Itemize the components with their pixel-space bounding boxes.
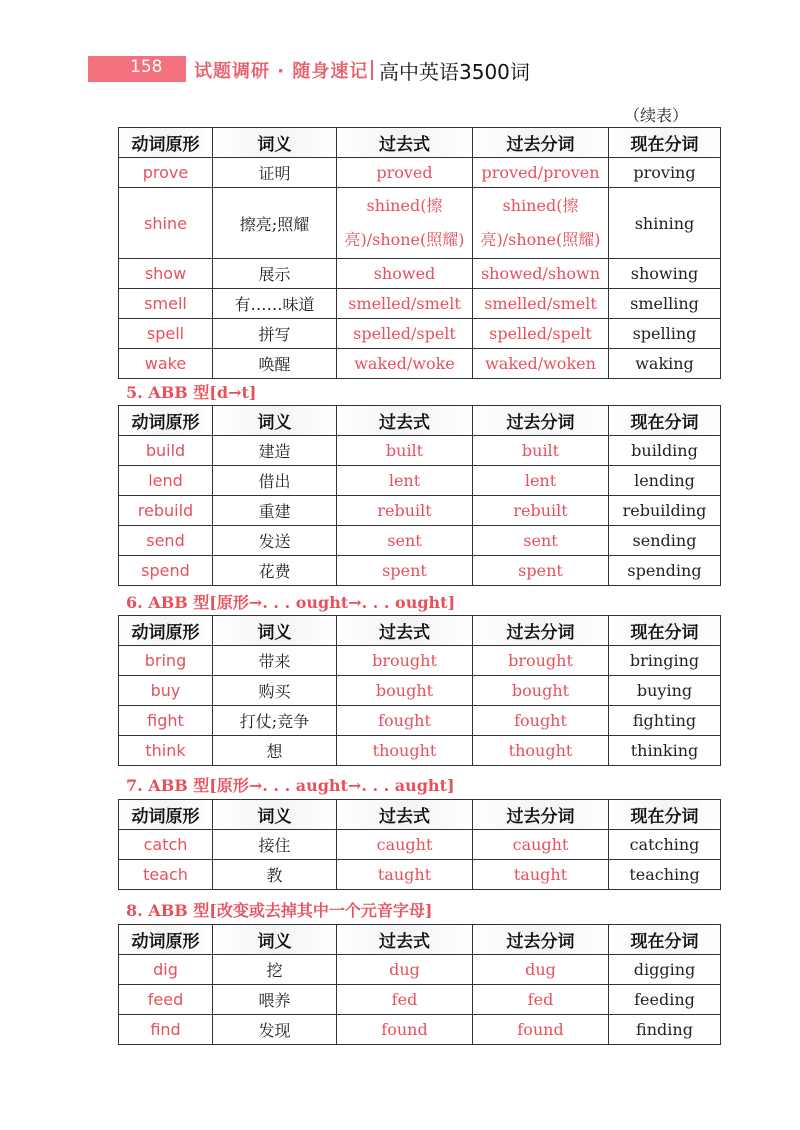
section-title: 8. ABB 型[改变或去掉其中一个元音字母] [126,901,433,920]
past-participle: proved/proven [473,158,609,188]
table-row [119,526,721,556]
meaning: 教 [213,860,337,890]
book-title: 高中英语3500词 [379,60,530,84]
column-header: 过去分词 [473,128,609,158]
table-row [119,496,721,526]
past-participle: thought [473,736,609,766]
past-tense: spelled/spelt [337,319,473,349]
present-participle: shining [609,188,721,259]
past-participle: shined(擦亮)/shone(照耀) [473,188,609,259]
section-title: 7. ABB 型[原形→. . . aught→. . . aught] [126,776,455,795]
present-participle: proving [609,158,721,188]
base-form: buy [119,676,213,706]
verb-table-ought [118,615,721,766]
table-row [119,706,721,736]
column-header: 词义 [213,925,337,955]
column-header: 词义 [213,616,337,646]
present-participle: digging [609,955,721,985]
column-header: 词义 [213,128,337,158]
past-participle: rebuilt [473,496,609,526]
column-header: 动词原形 [119,128,213,158]
verb-table-d-to-t [118,405,721,586]
base-form: send [119,526,213,556]
base-form: build [119,436,213,466]
meaning: 花费 [213,556,337,586]
table-header-row [119,406,721,436]
section-title: 5. ABB 型[d→t] [126,383,257,402]
past-tense: smelled/smelt [337,289,473,319]
page-number: 158 [130,57,163,77]
base-form: teach [119,860,213,890]
header-divider [371,60,373,80]
series-title: 试题调研 · 随身速记 [194,61,369,82]
meaning: 发送 [213,526,337,556]
past-tense: showed [337,259,473,289]
table-row [119,436,721,466]
meaning: 有……味道 [213,289,337,319]
present-participle: finding [609,1015,721,1045]
past-tense: brought [337,646,473,676]
table-row [119,830,721,860]
table-row [119,860,721,890]
present-participle: waking [609,349,721,379]
column-header: 动词原形 [119,406,213,436]
meaning: 带来 [213,646,337,676]
base-form: think [119,736,213,766]
base-form: smell [119,289,213,319]
past-participle: sent [473,526,609,556]
past-participle: smelled/smelt [473,289,609,319]
base-form: prove [119,158,213,188]
column-header: 过去分词 [473,616,609,646]
base-form: dig [119,955,213,985]
column-header: 动词原形 [119,800,213,830]
base-form: spend [119,556,213,586]
present-participle: fighting [609,706,721,736]
column-header: 现在分词 [609,406,721,436]
meaning: 擦亮;照耀 [213,188,337,259]
present-participle: showing [609,259,721,289]
column-header: 动词原形 [119,925,213,955]
meaning: 喂养 [213,985,337,1015]
column-header: 词义 [213,406,337,436]
past-participle: caught [473,830,609,860]
past-participle: brought [473,646,609,676]
past-tense: fought [337,706,473,736]
meaning: 展示 [213,259,337,289]
table-row [119,985,721,1015]
meaning: 借出 [213,466,337,496]
base-form: bring [119,646,213,676]
present-participle: spending [609,556,721,586]
present-participle: smelling [609,289,721,319]
base-form: wake [119,349,213,379]
column-header: 现在分词 [609,616,721,646]
past-participle: found [473,1015,609,1045]
table-row [119,1015,721,1045]
past-tense: shined(擦亮)/shone(照耀) [337,188,473,259]
column-header: 现在分词 [609,800,721,830]
past-participle: showed/shown [473,259,609,289]
present-participle: teaching [609,860,721,890]
past-tense: rebuilt [337,496,473,526]
past-participle: built [473,436,609,466]
table-header-row [119,925,721,955]
past-tense: spent [337,556,473,586]
meaning: 建造 [213,436,337,466]
column-header: 现在分词 [609,128,721,158]
meaning: 购买 [213,676,337,706]
table-row [119,466,721,496]
continued-label: （续表） [624,106,689,125]
table-row [119,736,721,766]
table-row [119,349,721,379]
past-participle: fed [473,985,609,1015]
past-participle: fought [473,706,609,736]
meaning: 拼写 [213,319,337,349]
present-participle: spelling [609,319,721,349]
section-title: 6. ABB 型[原形→. . . ought→. . . ought] [126,593,456,612]
meaning: 唤醒 [213,349,337,379]
past-tense: waked/woke [337,349,473,379]
verb-table-continued [118,127,721,379]
present-participle: feeding [609,985,721,1015]
column-header: 过去分词 [473,925,609,955]
past-participle: lent [473,466,609,496]
past-participle: bought [473,676,609,706]
base-form: spell [119,319,213,349]
column-header: 过去式 [337,616,473,646]
past-tense: thought [337,736,473,766]
verb-table-vowel-change [118,924,721,1045]
base-form: find [119,1015,213,1045]
meaning: 接住 [213,830,337,860]
present-participle: sending [609,526,721,556]
table-row [119,259,721,289]
table-row [119,188,721,259]
table-row [119,289,721,319]
verb-table-aught [118,799,721,890]
base-form: lend [119,466,213,496]
present-participle: bringing [609,646,721,676]
present-participle: thinking [609,736,721,766]
base-form: feed [119,985,213,1015]
present-participle: catching [609,830,721,860]
base-form: catch [119,830,213,860]
table-header-row [119,128,721,158]
table-row [119,319,721,349]
base-form: rebuild [119,496,213,526]
past-participle: spent [473,556,609,586]
past-tense: built [337,436,473,466]
meaning: 想 [213,736,337,766]
column-header: 过去式 [337,128,473,158]
meaning: 挖 [213,955,337,985]
table-row [119,955,721,985]
column-header: 过去式 [337,406,473,436]
table-row [119,646,721,676]
meaning: 打仗;竞争 [213,706,337,736]
past-tense: dug [337,955,473,985]
past-participle: spelled/spelt [473,319,609,349]
past-tense: lent [337,466,473,496]
past-participle: waked/woken [473,349,609,379]
table-row [119,676,721,706]
meaning: 证明 [213,158,337,188]
base-form: shine [119,188,213,259]
column-header: 词义 [213,800,337,830]
column-header: 过去式 [337,925,473,955]
present-participle: building [609,436,721,466]
column-header: 动词原形 [119,616,213,646]
past-tense: taught [337,860,473,890]
past-tense: sent [337,526,473,556]
column-header: 现在分词 [609,925,721,955]
present-participle: lending [609,466,721,496]
table-header-row [119,616,721,646]
table-row [119,556,721,586]
present-participle: rebuilding [609,496,721,526]
page-header [0,54,800,84]
base-form: fight [119,706,213,736]
column-header: 过去分词 [473,800,609,830]
base-form: show [119,259,213,289]
past-participle: dug [473,955,609,985]
past-tense: bought [337,676,473,706]
table-header-row [119,800,721,830]
meaning: 重建 [213,496,337,526]
column-header: 过去分词 [473,406,609,436]
column-header: 过去式 [337,800,473,830]
past-tense: fed [337,985,473,1015]
present-participle: buying [609,676,721,706]
past-tense: found [337,1015,473,1045]
past-tense: caught [337,830,473,860]
past-participle: taught [473,860,609,890]
past-tense: proved [337,158,473,188]
meaning: 发现 [213,1015,337,1045]
table-row [119,158,721,188]
